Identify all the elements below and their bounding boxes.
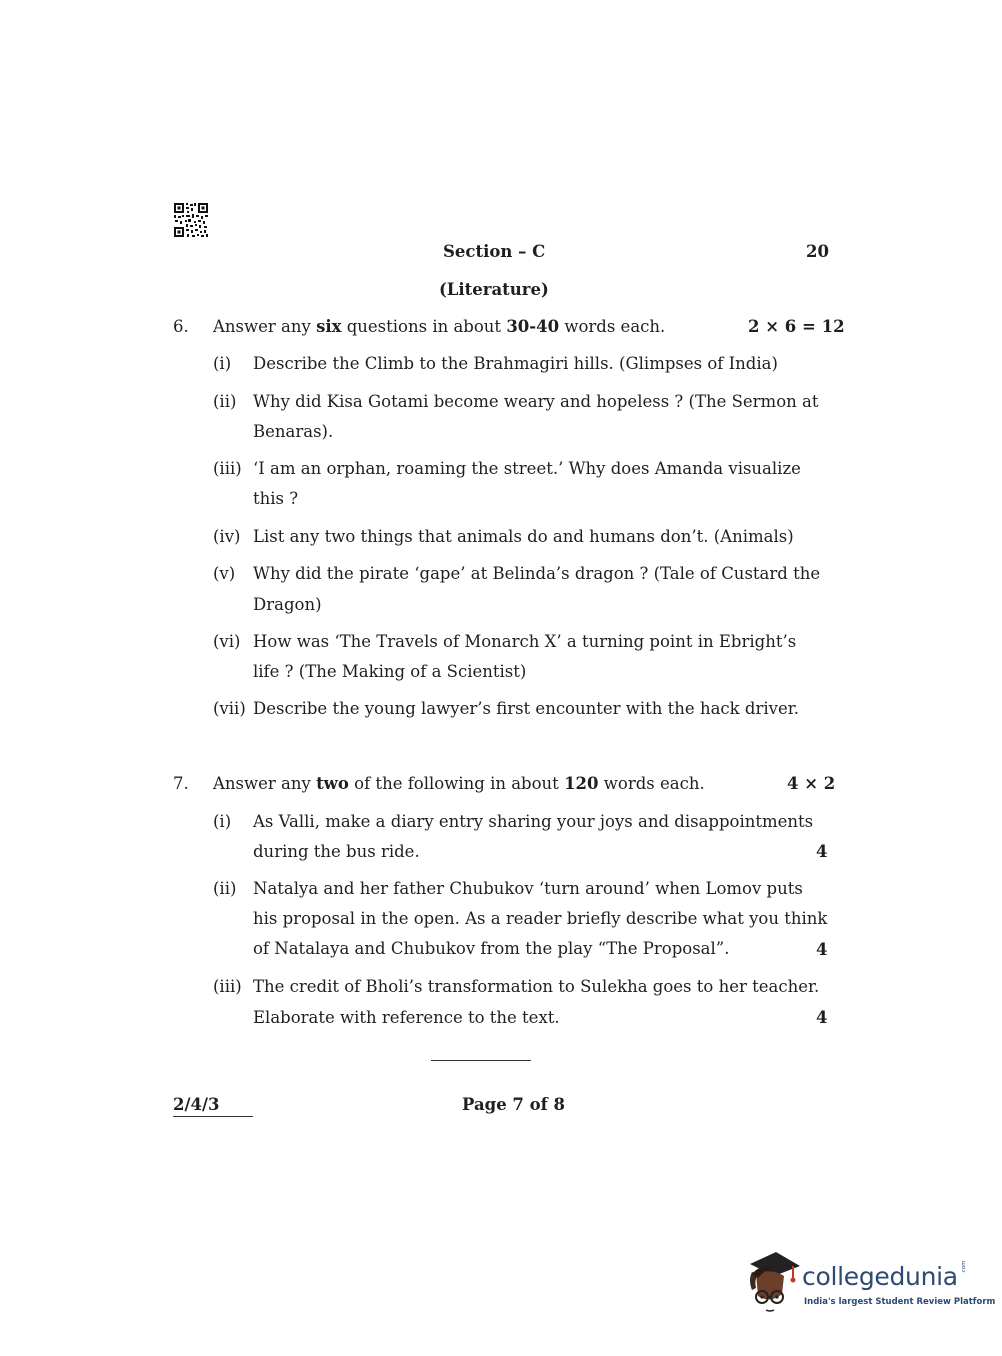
q6-item-text: this ?	[253, 489, 299, 508]
qr-code	[173, 202, 209, 238]
question-6-instruction: Answer any six questions in about 30-40 words each.	[213, 317, 666, 336]
q6-item-text: Describe the Climb to the Brahmagiri hills. (Glimpses of India)	[253, 354, 778, 373]
q7-item-marks: 4	[816, 842, 828, 861]
q6-item-text: Describe the young lawyer’s first encounter with the hack driver.	[253, 699, 800, 718]
section-title: Section – C	[443, 242, 546, 261]
section-marks: 20	[806, 242, 829, 261]
q7-item-text: As Valli, make a diary entry sharing your joys and disappointments	[253, 812, 814, 831]
q6-item-number: (vi)	[213, 632, 241, 651]
section-subtitle: (Literature)	[439, 280, 549, 299]
paper-code-underline	[173, 1116, 253, 1117]
q6-item-number: (vii)	[213, 699, 246, 718]
q6-item-number: (iii)	[213, 459, 242, 478]
end-divider	[431, 1060, 531, 1061]
question-7-marks: 4 × 2	[787, 774, 836, 793]
q7-item-text: during the bus ride.	[253, 842, 420, 861]
q7-item-text: his proposal in the open. As a reader briefly describe what you think	[253, 909, 828, 928]
q7-item-number: (iii)	[213, 977, 242, 996]
q6-item-text: Dragon)	[253, 595, 322, 614]
paper-code: 2/4/3	[173, 1095, 220, 1114]
collegedunia-logo-domain: .com	[961, 1260, 967, 1274]
page-number: Page 7 of 8	[462, 1095, 565, 1114]
collegedunia-tagline: India's largest Student Review Platform	[804, 1297, 996, 1307]
q7-item-text: Elaborate with reference to the text.	[253, 1008, 560, 1027]
question-6-marks: 2 × 6 = 12	[748, 317, 845, 336]
q6-item-number: (v)	[213, 564, 236, 583]
q7-item-number: (ii)	[213, 879, 237, 898]
q7-item-marks: 4	[816, 940, 828, 959]
q6-item-number: (ii)	[213, 392, 237, 411]
q7-item-marks: 4	[816, 1008, 828, 1027]
question-7-number: 7.	[173, 774, 189, 793]
q6-item-text: Why did the pirate ‘gape’ at Belinda’s dragon ? (Tale of Custard the	[253, 564, 821, 583]
q6-item-text: List any two things that animals do and humans don’t. (Animals)	[253, 527, 794, 546]
q6-item-number: (iv)	[213, 527, 241, 546]
q7-item-number: (i)	[213, 812, 232, 831]
collegedunia-logo-text: collegedunia	[802, 1262, 958, 1291]
q6-item-text: ‘I am an orphan, roaming the street.’ Why does Amanda visualize	[253, 459, 801, 478]
question-6-number: 6.	[173, 317, 189, 336]
collegedunia-mascot-icon	[742, 1250, 802, 1318]
q6-item-text: How was ‘The Travels of Monarch X’ a turning point in Ebright’s	[253, 632, 797, 651]
q7-item-text: Natalya and her father Chubukov ‘turn around’ when Lomov puts	[253, 879, 803, 898]
q6-item-text: Why did Kisa Gotami become weary and hopeless ? (The Sermon at	[253, 392, 819, 411]
q7-item-text: The credit of Bholi’s transformation to Sulekha goes to her teacher.	[253, 977, 820, 996]
q6-item-text: life ? (The Making of a Scientist)	[253, 662, 527, 681]
question-7-instruction: Answer any two of the following in about 120 words each.	[213, 774, 705, 793]
q6-item-text: Benaras).	[253, 422, 334, 441]
q7-item-text: of Natalaya and Chubukov from the play “The Proposal”.	[253, 939, 730, 958]
q6-item-number: (i)	[213, 354, 232, 373]
